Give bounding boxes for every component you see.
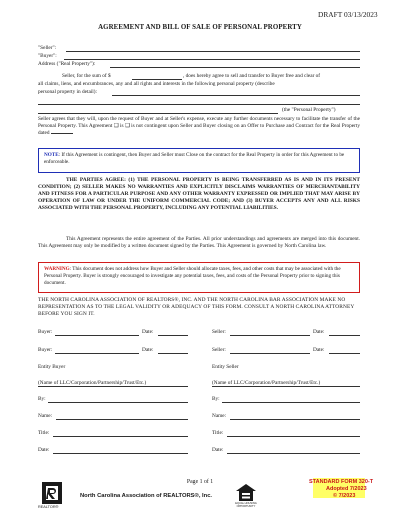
entity-buyer-type-label: (Name of LLC/Corporation/Partnership/Trust/Etc.) xyxy=(38,380,147,386)
buyer-name-label: Name: xyxy=(38,413,53,419)
buyer2-sig-label: Buyer: xyxy=(38,347,53,353)
buyer2-date-field[interactable] xyxy=(158,353,188,354)
seller-date-field[interactable] xyxy=(329,335,360,336)
buyer-title-label: Title: xyxy=(38,430,50,436)
entity-seller-name-field[interactable] xyxy=(212,386,360,387)
equal-housing-text: EQUAL HOUSING OPPORTUNITY xyxy=(235,502,257,508)
seller-name-label: Name: xyxy=(212,413,227,419)
buyer-date-field[interactable] xyxy=(158,335,188,336)
seller-signature-field[interactable] xyxy=(230,335,310,336)
buyer-name-field[interactable] xyxy=(56,419,188,420)
buyer-date-label: Date: xyxy=(142,329,154,335)
seller-name-field[interactable] xyxy=(230,419,360,420)
realtor-logo-text: REALTOR® xyxy=(38,505,59,509)
buyer-entity-date-field[interactable] xyxy=(53,453,188,454)
entity-seller-label: Entity Seller xyxy=(212,364,239,370)
seller-title-label: Title: xyxy=(212,430,224,436)
buyer-label: "Buyer": xyxy=(38,53,57,59)
sale-claims-text: all claims, liens, and encumbrances, any and all rights and interests in the following personal property (describe xyxy=(38,81,275,87)
contract-date-field[interactable] xyxy=(51,133,73,134)
buyer-entity-date-label: Date: xyxy=(38,447,50,453)
form-number: STANDARD FORM 320-T xyxy=(309,479,374,485)
property-description-field-3[interactable] xyxy=(38,113,278,114)
seller-by-label: By: xyxy=(212,396,220,402)
warning-text: : This document does not address how Buyer and Seller should allocate taxes, fees, and other costs that may be associated with the Personal Property. Buyer is strongly encouraged to investigate any potential taxes, fees, and costs of the Personal Property prior to signing this document. xyxy=(44,266,341,287)
address-field[interactable] xyxy=(110,67,360,68)
seller2-date-field[interactable] xyxy=(329,353,360,354)
seller2-sig-label: Seller: xyxy=(212,347,226,353)
sale-transfer-text: , does hereby agree to sell and transfer to Buyer free and clear of xyxy=(183,73,321,79)
seller2-signature-field[interactable] xyxy=(230,353,310,354)
buyer-by-field[interactable] xyxy=(48,402,188,403)
equal-housing-icon xyxy=(235,483,257,509)
note-box xyxy=(38,148,360,173)
seller-label: "Seller": xyxy=(38,45,57,51)
sale-sum-text: Seller, for the sum of $ xyxy=(62,73,111,79)
draft-label: DRAFT 03/13/2023 xyxy=(318,10,378,19)
buyer2-signature-field[interactable] xyxy=(55,353,139,354)
buyer2-date-label: Date: xyxy=(142,347,154,353)
entity-buyer-name-field[interactable] xyxy=(38,386,188,387)
seller-by-field[interactable] xyxy=(222,402,360,403)
seller-entity-date-field[interactable] xyxy=(227,453,360,454)
buyer-sig-label: Buyer: xyxy=(38,329,53,335)
buyer-signature-field[interactable] xyxy=(55,335,139,336)
sale-describe-text: personal property in detail): xyxy=(38,89,97,95)
property-description-field-1[interactable] xyxy=(112,95,360,96)
buyer-field[interactable] xyxy=(64,59,360,60)
note-label: NOTE xyxy=(44,152,59,158)
realtor-logo xyxy=(40,482,64,512)
seller-entity-date-label: Date: xyxy=(212,447,224,453)
buyer-title-field[interactable] xyxy=(53,436,188,437)
personal-property-label: (the "Personal Property") xyxy=(282,107,336,113)
legal-disclaimer: THE NORTH CAROLINA ASSOCIATION OF REALTORS®, INC. AND THE NORTH CAROLINA BAR ASSOCIATION MAKE NO REPRESENTATION AS TO THE LEGAL VALIDITY OR ADEQUACY OF THIS FORM. CONSULT A NORTH CAROLINA ATTORNEY BEFORE YOU SIGN IT. xyxy=(38,297,355,317)
entity-buyer-label: Entity Buyer xyxy=(38,364,66,370)
property-description-field-2[interactable] xyxy=(38,104,360,105)
seller-title-field[interactable] xyxy=(227,436,360,437)
seller-date-label: Date: xyxy=(313,329,325,335)
seller-field[interactable] xyxy=(66,51,360,52)
parties-agree-paragraph: THE PARTIES AGREE: (1) THE PERSONAL PROPERTY IS BEING TRANSFERRED AS IS AND IN ITS PRESENT CONDITION; (2) SELLER MAKES NO WARRANTIES AND EXPLICITLY DISCLAIMS WARRANTIES OF MERCHANTABILITY AND FITNESS FOR A PARTICULAR PURPOSE AND ANY OTHER WARRANTY EXPRESSED OR IMPLIED THAT MAY ARISE BY OPERATION OF LAW OR UNDER THE UNIFORM COMMERCIAL CODE; AND (3) BUYER ACCEPTS ANY AND ALL RISKS ASSOCIATED WITH THE PERSONAL PROPERTY, INCLUDING ANY POTENTIAL LIABILITIES. xyxy=(38,177,360,211)
note-text: : If this Agreement is contingent, then Buyer and Seller must Close on the contract for the Real Property in order for this Agreement to be enforceable. xyxy=(44,152,345,166)
form-copyright: © 7/2023 xyxy=(333,493,356,499)
entire-agreement-paragraph: This Agreement represents the entire agreement of the Parties. All prior understandings and agreements are merged into this document. This Agreement may only be modified by a written document signed by the Parties. This Agreement is governed by North Carolina law. xyxy=(38,236,360,250)
sum-field[interactable] xyxy=(132,79,182,80)
warning-box xyxy=(38,262,360,293)
address-label: Address ("Real Property"): xyxy=(38,61,96,67)
warning-label: WARNING xyxy=(44,266,70,272)
page-number: Page 1 of 1 xyxy=(186,479,214,485)
transfer-paragraph xyxy=(38,116,360,138)
seller2-date-label: Date: xyxy=(313,347,325,353)
entity-seller-type-label: (Name of LLC/Corporation/Partnership/Trust/Etc.) xyxy=(212,380,321,386)
association-name: North Carolina Association of REALTORS®, Inc. xyxy=(80,493,213,499)
transfer-text: Seller agrees that they will, upon the request of Buyer and at Seller's expense, execute any further documents necessary to facilitate the transfer of the Personal Property. This Agreement ❑ is ❑ is not contingent upon Seller and Buyer closing on an Offer to Purchase and Contract for the Real Property dated xyxy=(38,116,360,137)
form-adopted: Adopted 7/2023 xyxy=(326,486,367,492)
buyer-by-label: By: xyxy=(38,396,46,402)
seller-sig-label: Seller: xyxy=(212,329,226,335)
document-title: AGREEMENT AND BILL OF SALE OF PERSONAL PROPERTY xyxy=(98,24,302,31)
